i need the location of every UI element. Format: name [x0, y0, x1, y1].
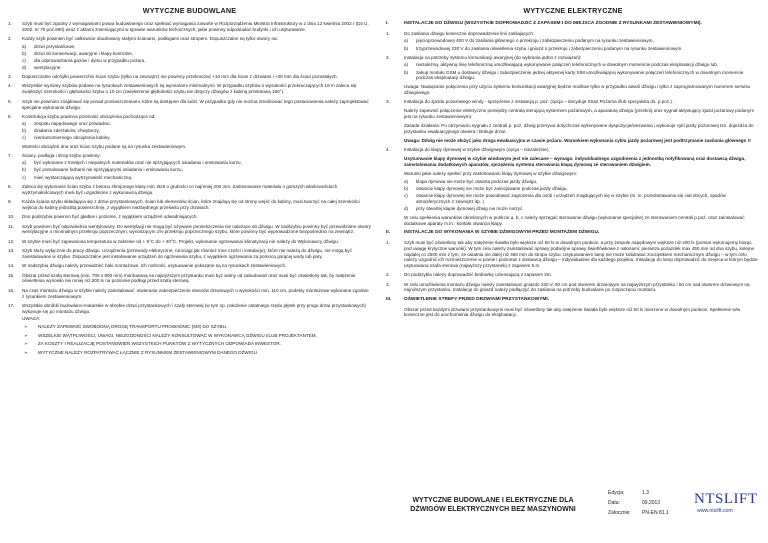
sub-text: być pomalowane farbami nie sprzyjającymi osiadaniu i emitowaniu kurzu,	[34, 167, 183, 173]
sub-letter: a)	[22, 160, 27, 166]
section-number: III.	[386, 296, 392, 302]
sub-text: klapa dymowa nie może być otwarta podczas jazdy dźwigu,	[416, 178, 538, 184]
paragraph: Należy zapewnić połączenie elektryczne pomiędzy centralą sterującą systemem pożarowym, a aparaturą dźwigu (przekrój oraz sygnał aktywujący zjazd pożarowy podanym jest na rysunku zestawieniowym).	[404, 107, 755, 119]
item-text: Szyb nie powinien znajdować się ponad pomieszczeniami, które są dostępne dla ludzi. W przypadku gdy nie można zrealizować tego postanowienia należy zaprojektować specjalne wykonanie dźwigu.	[22, 98, 369, 110]
section-number: II.	[386, 229, 390, 235]
sub-letter: b)	[22, 167, 27, 173]
item-text: Wszystkie wymiary szybów podane na rysunkach zestawieniowych są wymiarami minimalnymi. W przypadku szybów o wysokości przekraczających 18 m zaleca się zwiększyć szerokości i głębokości szybu o 10 cm (zwiększenie głębokości szybu nie dotyczy dźwigów z kabiną przelotową 180°).	[22, 83, 357, 95]
item-text: Instalacja do zjazdu pożarowego windy - sprzężenie z instalacją p. poż. (opcja – decyduje Straż Pożarna i/lub specjalista ds. p.poż.) .	[404, 98, 675, 104]
item-number: 3.	[8, 74, 12, 80]
meta-key: Data:	[608, 500, 620, 506]
arrow-bullet-icon: ➢	[24, 349, 28, 355]
guideline-item	[386, 55, 760, 61]
item-text: Wszystkie obróbki budowlano-malarskie w obrębie drzwi przystankowych i szafy sterowej (w tym np. położenie ostatniego rzędu płytek przy progu drzwi przystankowych) wykonuje się po montażu dźwigu.	[22, 302, 366, 314]
paragraph: Zasada działania: Po otrzymaniu sygnału z centrali p. poż. dźwig przerywa dotychczas wykonywane dyspozycje/wezwania i wykonuje cykl jazdy pożarowej tzn. dojeżdża do przystanku ewakuacyjnego otwiera i blokuje drzwi.	[404, 122, 754, 134]
item-number: 1.	[8, 21, 12, 26]
note-text: Uwaga: Nawiązanie połączenia przy użyciu systemu komunikacji awaryjnej będzie możliwe tylko w przypadku awarii dźwigu i tylko z zaprogramowanym numerem serwisu dźwigowego.	[404, 83, 751, 95]
sub-item	[22, 167, 371, 173]
item-number: 2.	[386, 54, 390, 60]
sub-text: dla odprowadzania gazów i dymu w przypadku pożaru,	[34, 57, 146, 63]
sub-item	[22, 58, 371, 64]
paragraph: Obszar przed każdymi drzwiami przystankowymi musi być oświetlony tak aby natężenie światła było większe niż 50 lx mierzone w dowolnym punkcie. Spełnienie w/w konieczne jest do uruchomienia dźwigu do eksploatacji.	[404, 306, 741, 318]
sub-item	[404, 38, 760, 44]
item-number: 14.	[8, 263, 15, 269]
meta-row	[608, 498, 669, 508]
warning-text: ZA KOSZTY I REALIZACJĘ POSTANOWIEŃ WSZYSTKICH PUNKTÓW Z WYTYCZNYCH ODPOWIADA INWESTOR.	[38, 341, 281, 347]
sub-letter: c)	[404, 193, 408, 199]
guideline-item	[386, 272, 760, 278]
arrow-bullet-icon: ➢	[24, 341, 28, 347]
sub-text: drzwi przystankowe,	[34, 43, 76, 49]
sub-text: być wykonane z trwałych i niepalnych materiałów oraz nie sprzyjających osiadaniu i emitowaniu kurzu,	[34, 160, 242, 166]
sub-letter: a)	[404, 38, 409, 44]
meta-value: 1.3	[642, 490, 649, 496]
item-number: 1.	[386, 31, 390, 36]
sub-text: pięcioprzewodowej 400 V do zasilania głównego o przekroju i zabezpieczeniu podanym na rysunku zestawieniowym,	[416, 38, 654, 44]
guideline-item	[8, 273, 371, 285]
guideline-item	[8, 288, 371, 300]
warning-item	[24, 324, 371, 330]
sub-letter: b)	[404, 185, 409, 191]
sub-text: trzyprzewodowej 230 V do zasilania oświetlenia szybu i gniazd o przekroju i zabezpieczeniu podanym na rysunku zestawieniowym.	[416, 45, 683, 51]
item-number: 10.	[8, 214, 15, 220]
sub-letter: b)	[404, 69, 409, 75]
sub-text: działania zderzaków, chwytaczy,	[34, 128, 100, 134]
construction-guidelines-title: WYTYCZNE BUDOWLANE	[142, 6, 237, 15]
meta-row	[608, 488, 669, 498]
logo-text: NTSLIFT	[694, 490, 758, 507]
item-number: 2.	[386, 272, 390, 278]
sub-letter: d)	[22, 64, 27, 70]
sub-item	[22, 121, 371, 127]
item-text: Szyb służy wyłącznie do pracy dźwigu. Urządzenia (przewody elektryczne, rurociągi jak również inne części i instalacje), które nie należą do dźwigu, nie mogą być zainstalowane w szybie. Dopuszczalne jest instalowanie urządzeń do ogrzewania szybu, z wyjątkiem ogrzewania za pomocą gorącej wody lub pary,	[22, 248, 352, 259]
item-number: 8.	[8, 183, 12, 189]
item-number: 7.	[8, 152, 12, 158]
sub-letter: b)	[404, 45, 409, 51]
meta-value: 09.2013	[642, 500, 661, 506]
warning-heading: UWAGA:	[22, 316, 41, 322]
sub-item	[404, 179, 760, 185]
item-text: W szybie musi być zapewniona temperatura w zakresie od + 5°C do + 40°C. Projekt, wykonanie ogrzewania/ klimatyzacji nie należy do Wykonawcy dźwigu.	[22, 238, 339, 244]
item-number: 3.	[386, 98, 390, 104]
guideline-item	[386, 99, 760, 105]
arrow-bullet-icon: ➢	[24, 324, 28, 330]
document-footer	[386, 482, 760, 534]
item-number: 15.	[8, 272, 15, 278]
item-number: 6.	[8, 113, 12, 119]
item-text: Ściany, podłoga i strop szybu powinny:	[22, 152, 101, 158]
sub-letter: c)	[22, 57, 26, 63]
electrical-guidelines-title: WYTYCZNE ELEKTRYCZNE	[523, 6, 623, 15]
sub-text: przy otwartej klapie dymowej dźwig nie może ruszyć.	[416, 206, 524, 212]
sub-item	[404, 62, 760, 68]
sub-text: nierównomiernego obciążenia kabiny.	[34, 135, 111, 141]
guideline-item	[8, 114, 371, 120]
sub-letter: a)	[22, 43, 27, 49]
guideline-item	[386, 31, 760, 37]
guideline-item	[386, 240, 760, 270]
item-number: 11.	[8, 223, 15, 229]
guideline-item	[8, 239, 371, 245]
guideline-item	[8, 74, 371, 80]
arrow-bullet-icon: ➢	[24, 332, 28, 338]
sub-text: otwarcie klapy dymowej nie może powodować zagrożenia dla osób i urządzeń znajdujących się w szybie (m. in. przedostawania się ciał obcych, opadów atmosferycznych z zewnątrz itp. )	[416, 193, 726, 204]
guideline-item	[8, 21, 371, 33]
item-number: 3.	[386, 281, 390, 287]
paragraph: W celu spełnienia warunków określonych w punkcie a, b, c należy sprzęgać sterowanie dźwigu (wykonanie specjalne) ze sterowaniem centrali p.poż. oraz zainstalować dodatkowe aparaty m.in.: kontakt otwarcia klapy.	[404, 214, 745, 226]
guideline-item	[8, 99, 371, 111]
guideline-item	[386, 147, 760, 153]
meta-value: PN-EN 81.1	[642, 510, 669, 516]
sub-letter: a)	[404, 62, 409, 68]
section-title: INSTALACJE DO WYKONANIA W SZYBIE DŹWIGOWYM PRZED MONTAŻEM DŹWIGU.	[404, 229, 600, 235]
sub-text: zespołu napędowego oraz prowadnic,	[34, 121, 112, 127]
item-number: 4.	[8, 83, 12, 89]
warning-item	[24, 350, 371, 356]
sub-letter: b)	[22, 50, 27, 56]
warning-item	[24, 341, 371, 347]
meta-key: Edycja:	[608, 490, 625, 496]
guideline-item	[8, 153, 371, 159]
sub-text: drzwi do konserwacji, awaryjne i klapy kontrolne,	[34, 50, 134, 56]
sub-text: wentylacyjne.	[34, 64, 62, 70]
guideline-item	[8, 248, 371, 260]
sub-letter: c)	[22, 174, 26, 180]
meta-key: Załocznie:	[608, 510, 631, 516]
sub-item	[404, 186, 760, 192]
sub-letter: a)	[22, 121, 27, 127]
footer-title-line: WYTYCZNE BUDOWLANE I ELEKTRYCZNE DLA	[412, 497, 574, 504]
section-heading	[386, 230, 760, 236]
guideline-item	[8, 184, 371, 196]
section-title: INSTALACJE DO DŹWIGU (WSZYSTKIE DOPROWADZIĆ Z ZAPASEM I DO MIEJSCA ZGODNIE Z RYSUNKAMI ZESTAWIENIOWYMI).	[404, 21, 702, 26]
item-number: 12.	[8, 238, 15, 244]
sub-text: otwarcie klapy dymowej nie może być zainicjowane podczas jazdy dźwigu,	[416, 185, 568, 191]
item-number: 1.	[386, 239, 390, 245]
item-text: W nadszybiu dźwigu należy przewidzieć haki montażowe. Ich nośność, usytuowanie pokazane są na rysunkach zestawieniowych.	[22, 263, 287, 269]
sub-item	[22, 51, 371, 57]
footer-title-line: DŹWIGÓW ELEKTRYCZNYCH BEZ MASZYNOWNI	[410, 506, 576, 513]
warning-text: WSZELKIE WĄTPLIWOŚCI, UWAGI, NIEZGODNOŚCI NALEŻY KONSULTOWAĆ W WYKONAWCĄ DŹWIGU I/LUB PROJEKTANTEM.	[38, 332, 317, 338]
sub-letter: a)	[404, 178, 409, 184]
guideline-item	[8, 303, 371, 315]
guideline-item	[8, 199, 371, 211]
item-text: Instalacja na potrzeby systemu komunikacji awaryjnej (do wybrania jedno z rozwiązań):	[404, 54, 582, 60]
sub-text: mieć wystarczającą wytrzymałość mechaniczną.	[34, 174, 133, 180]
item-text: Obszar przed szafą sterową (min. 700 x 800 mm) montowaną na najwyższym przystanku musi być wolny od zabudowań oraz musi być oświetlony tak, by natężenie oświetlenia wynosiło nie mniej niż 200 lx na poziomie podłogi przed szafą sterową.	[22, 272, 356, 284]
sub-item	[404, 70, 760, 82]
logo-row	[694, 490, 756, 508]
electrical-guidelines-column	[386, 6, 760, 322]
sub-item	[404, 206, 760, 212]
item-number: 13.	[8, 248, 15, 254]
sub-item	[404, 193, 760, 205]
item-number: 16.	[8, 287, 15, 293]
item-text: Szyb powinien być odpowiednio wentylowany. Do wentylacji nie mogą być używane pomieszczenia nie należące do dźwigu. W nadszybiu powinny być przewidziane otwory wentylacyjne o minimalnym przekroju poprzecznym, wynoszącym 1% przekroju poprzecznego szybu, które powinny być wyprowadzone bezpośrednio na zewnątrz.	[22, 223, 371, 235]
item-text: Zaleca się wykonanie ścian szybu z betonu zbrojonego klasy min. B25 o grubości co najmniej 200 mm. Zastosowanie materiału o gorszych właściwościach wytrzymałościowych musi być uzgodnione z wykonawcą dźwigu.	[22, 183, 338, 195]
item-text: Do zasilania dźwigu konieczne doprowadzenie linii zasilających:	[404, 31, 535, 36]
paragraph: Warunki jakie należy spełnić przy zastosowaniu klapy dymowej w szybie dźwigowym:	[404, 171, 578, 177]
guideline-item	[8, 36, 371, 42]
sub-item	[22, 65, 371, 71]
item-text: Każdy szyb powinien być całkowicie obudowany stałymi ścianami, podłogami oraz stropem. Dopuszczalne są tylko otwory na:	[22, 36, 278, 42]
item-number: 5.	[8, 98, 12, 104]
sub-item	[22, 160, 371, 166]
warning-note: Uwaga: Dźwig nie może służyć jako droga ewakuacyjna w czasie pożaru. Warunkiem wykonania cyklu jazdy pożarowej jest podtrzymanie zasilania głównego !!	[404, 137, 751, 143]
section-heading	[386, 297, 760, 303]
item-text: Dno podszybia powinno być gładkie i poziome, z wyjątkiem urządzeń odwadniających.	[22, 214, 198, 220]
sub-letter: c)	[22, 135, 26, 141]
sub-item	[404, 46, 760, 52]
meta-row	[608, 508, 669, 518]
item-number: 4.	[386, 147, 390, 152]
guideline-item	[8, 83, 371, 95]
section-title: OŚWIETLENIE STREFY PRZED DRZWIAMI PRZYSTANKOWYMI.	[404, 296, 550, 302]
warning-item	[24, 333, 371, 339]
item-text: W celu umożliwienia montażu dźwigu należy zainstalować gniazdo 230 V, 50 cm pod otworem drzwiowym na najwyższym przystanku i 50 cm nad otworem drzwiowym na najniższym przystanku. Instalację do gniazd należy podłączyć do zasilania na potrzeby budowlane po rozpoczęciu montażu.	[404, 281, 750, 293]
warning-note: Usytuowanie klapy dymowej w szybie windowym jest nie zalecane – wymaga: indywidualnego uzgodnienia z jednostką notyfikowaną oraz dostawcą dźwigu, zainstalowania dodatkowych aparatów, sprzężenia systemu sterowania klapą dymową ze sterowaniem dźwigiem.	[404, 156, 746, 167]
sub-item	[22, 135, 371, 141]
document-metadata	[608, 488, 669, 518]
note-text: Wartości obciążeń dna oraz ścian szybu podane są na rysunku zestawieniowym.	[22, 143, 187, 149]
guideline-item	[386, 282, 760, 294]
item-number: 2.	[8, 36, 12, 42]
item-number: 17.	[8, 302, 15, 308]
sub-item	[22, 44, 371, 50]
item-text: Do podszybia należy doprowadzić bednarkę uziemiającą z zapasem 3m.	[404, 272, 552, 278]
section-heading	[386, 21, 760, 27]
sub-letter: d)	[404, 206, 409, 212]
item-text: Każda ściana szybu składająca się z drzwi przystankowych, ścian lub elementów ścian, które znajdują się od strony wejść do kabiny, musi tworzyć na całej szerokości wejścia do kabiny jednolitą powierzchnię, z wyjątkiem niezbędnego prześwitu przy drzwiach.	[22, 199, 360, 210]
sub-item	[22, 175, 371, 181]
guideline-item	[8, 263, 371, 269]
item-text: Dopuszczalne odchyłki powierzchni ścian szybu (tylko na zewnątrz) nie powinny przekraczać +10 mm dla ścian z drzwiami i +20 mm dla ścian pozostałych.	[22, 74, 338, 80]
item-text: Na czas montażu dźwigu w szybie należy zainstalować: otwieranie zabezpieczenie otworów drzwiowych o wysokości min. 110 cm, podesty montażowe wykonane zgodnie z rysunkiem zestawieniowym.	[22, 287, 369, 299]
warning-text: WYTYCZNE NALEŻY ROZPATRYWAĆ ŁĄCZNIE Z RYSUNKIEM ZESTAWIENIOWYM DANEGO DŹWIGU.	[38, 349, 259, 355]
item-text: Szyb musi być oświetlony tak aby natężenie światła było większe niż 50 lx w dowolnym punkcie, a przy zespole napędowym większe niż 200 lx (pomiar wykonujemy biorąc pod uwagę krytyczne warunki). W tym celu należy zainstalować oprawy podwójne oprawy świetlówkowe z osłonami: pierwsza pozazdek max 450 mm od dna szybu, kolejne najdalej co 2500 mm z tym, że ostatnia nie dalej niż 450 mm do stropu szybu. Usytuowaniem lamp nie może kolidować zocząstkiem mechanicznym dźwigu – w tym celu należy uzgodnić ich rozmieszczenie w pionie i poziomie z dostawcą dźwigu – indywidualnie dla każdego projektu. Instalację do lamp doprowadzić do miejsca w którym będzie usytuowana szafa sterowa (najwyższy przystanek) z zapasem 5 m.	[404, 239, 758, 269]
item-text: Instalacja do klapy dymowej w szybie dźwigowym (opcja – niezależnie).	[404, 147, 550, 152]
item-text: Konstrukcja szybu powinna przenosić obciążenia pochodzące od:	[22, 113, 156, 119]
sub-letter: b)	[22, 128, 27, 134]
item-text: Szyb musi być zgodny z wymaganiami prawa budowlanego oraz spełniać wymagania zawarte w Rozporządzeniu Ministra Infrastruktury w z dnia 12 kwietnia 2002 r (Dz.U. 2002. nr 75 poz.690) wraz z aktami zmieniającymi w sprawie warunków technicznych, jakie powinny odpowiadać budynki i ich usytuowanie.	[22, 21, 369, 32]
item-number: 9.	[8, 199, 12, 205]
construction-guidelines-column	[8, 6, 371, 358]
guideline-item	[8, 224, 371, 236]
guideline-item	[8, 214, 371, 220]
warning-text: NALEŻY ZAPEWNIĆ SWOBODNĄ DROGĘ TRANSPORTU PROWADNIC (5M) DO SZYBU.	[38, 324, 228, 330]
sub-text: zakup modułu GSM u dostawcy dźwigu i zabezpieczenie jednej aktywnej karty SIM umożliwiającej wykonywanie połączeń telefonicznych w dowolnym momencie podczas eksploatacji dźwigu.	[416, 69, 744, 81]
sub-text: niezależną, aktywną linię telefoniczną umożliwiającą wykonywanie połączeń telefonicznych w dowolnym momencie podczas eksploatacji dźwigu lub,	[416, 62, 719, 68]
footer-title	[398, 496, 588, 514]
section-number: I.	[386, 21, 389, 26]
sub-item	[22, 128, 371, 134]
company-logo	[694, 490, 756, 526]
logo-url: www.ntslift.com	[697, 508, 733, 514]
